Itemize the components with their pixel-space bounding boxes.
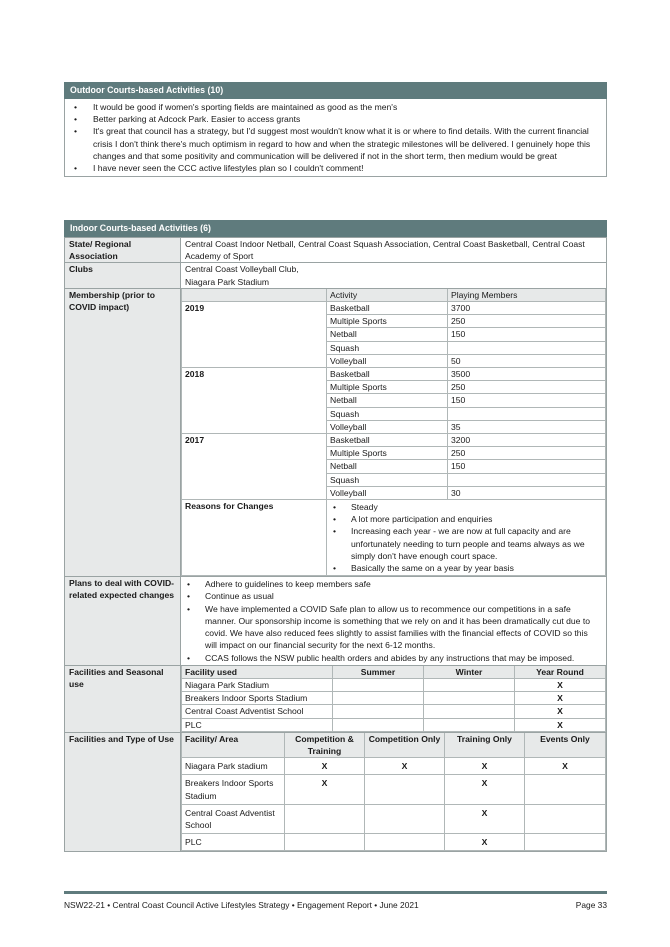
type-cell <box>181 732 607 852</box>
membership-activity: Volleyball <box>327 486 448 499</box>
seasonal-mark <box>424 678 515 691</box>
plan-bullet: • Adhere to guidelines to keep members safe <box>181 578 602 590</box>
seasonal-mark <box>333 678 424 691</box>
indoor-section <box>64 220 607 852</box>
membership-row <box>182 368 606 381</box>
type-mark <box>525 775 606 804</box>
membership-count: 250 <box>448 315 606 328</box>
reason-bullet: • Basically the same on a year by year basis <box>327 562 602 574</box>
membership-count: 150 <box>448 394 606 407</box>
membership-row <box>182 434 606 447</box>
type-mark <box>525 834 606 851</box>
type-label: Facilities and Type of Use <box>65 732 181 852</box>
seasonal-header: Summer <box>333 666 424 679</box>
membership-year: 2019 <box>182 302 327 368</box>
membership-activity: Basketball <box>327 434 448 447</box>
footer-rule <box>64 891 607 894</box>
outdoor-bullet: • Better parking at Adcock Park. Easier to access grants <box>65 113 602 125</box>
membership-year: 2017 <box>182 434 327 500</box>
seasonal-facility: Niagara Park Stadium <box>182 678 333 691</box>
membership-activity: Netball <box>327 328 448 341</box>
type-mark: X <box>445 834 525 851</box>
seasonal-table <box>181 666 606 732</box>
seasonal-header-row <box>182 666 606 679</box>
membership-table <box>181 289 606 576</box>
type-header-row <box>182 733 606 758</box>
state-label: State/ Regional Association <box>65 238 181 263</box>
clubs-label: Clubs <box>65 263 181 288</box>
membership-header-members: Playing Members <box>448 289 606 302</box>
membership-cell <box>181 288 607 576</box>
type-header: Training Only <box>445 733 525 758</box>
type-mark: X <box>365 758 445 775</box>
type-row <box>182 758 606 775</box>
type-header: Competition & Training <box>285 733 365 758</box>
footer-text: NSW22-21 • Central Coast Council Active Lifestyles Strategy • Engagement Report • June 2021 <box>64 900 419 910</box>
club-line: Niagara Park Stadium <box>185 276 270 287</box>
type-mark: X <box>525 758 606 775</box>
reasons-label: Reasons for Changes <box>182 500 327 576</box>
membership-count: 50 <box>448 354 606 367</box>
membership-activity: Netball <box>327 394 448 407</box>
membership-count: 150 <box>448 460 606 473</box>
seasonal-facility: PLC <box>182 718 333 731</box>
membership-row <box>182 302 606 315</box>
seasonal-facility: Breakers Indoor Sports Stadium <box>182 692 333 705</box>
state-value: Central Coast Indoor Netball, Central Coast Squash Association, Central Coast Basketball, Central Coast Academy of Sport <box>181 238 607 263</box>
type-facility: Central Coast Adventist School <box>182 804 285 833</box>
plans-row <box>65 577 607 665</box>
seasonal-label: Facilities and Seasonal use <box>65 665 181 732</box>
seasonal-mark: X <box>515 705 606 718</box>
membership-count: 35 <box>448 420 606 433</box>
membership-header-blank <box>182 289 327 302</box>
outdoor-bullet: • It's great that council has a strategy, but I'd suggest most wouldn't know what it is or where to find details. With the current financial crisis I don't think there's much optimism in regard to how and when the strategic milestones will be delivered. I genuinely hope this changes and that some positivity and communication will be delivered if not in the short term, then medium would be great <box>65 125 602 162</box>
indoor-table <box>64 237 607 852</box>
type-mark <box>365 804 445 833</box>
plans-label: Plans to deal with COVID-related expected changes <box>65 577 181 665</box>
membership-activity: Multiple Sports <box>327 447 448 460</box>
seasonal-mark <box>333 718 424 731</box>
type-mark <box>285 804 365 833</box>
type-mark <box>525 804 606 833</box>
membership-count: 250 <box>448 447 606 460</box>
type-mark: X <box>285 758 365 775</box>
indoor-title: Indoor Courts-based Activities (6) <box>64 220 607 237</box>
state-row <box>65 238 607 263</box>
seasonal-mark <box>333 692 424 705</box>
membership-activity: Multiple Sports <box>327 381 448 394</box>
membership-count: 3200 <box>448 434 606 447</box>
seasonal-row <box>182 678 606 691</box>
plan-bullet: • Continue as usual <box>181 590 602 602</box>
seasonal-facility: Central Coast Adventist School <box>182 705 333 718</box>
membership-count: 30 <box>448 486 606 499</box>
outdoor-bullet: • It would be good if women's sporting fields are maintained as good as the men's <box>65 101 602 113</box>
plans-bullets <box>181 577 602 664</box>
seasonal-header: Winter <box>424 666 515 679</box>
page-number: Page 33 <box>575 900 607 910</box>
type-row <box>182 804 606 833</box>
membership-activity: Basketball <box>327 302 448 315</box>
type-mark <box>365 834 445 851</box>
seasonal-mark <box>424 705 515 718</box>
plans-cell <box>181 577 607 665</box>
seasonal-mark <box>424 692 515 705</box>
footer <box>64 900 607 910</box>
membership-activity: Basketball <box>327 368 448 381</box>
reasons-cell <box>327 500 606 576</box>
membership-count <box>448 407 606 420</box>
type-facility: PLC <box>182 834 285 851</box>
clubs-row <box>65 263 607 288</box>
membership-count: 3500 <box>448 368 606 381</box>
reason-bullet: • Steady <box>327 501 602 513</box>
seasonal-mark <box>333 705 424 718</box>
membership-activity: Squash <box>327 473 448 486</box>
reasons-row <box>182 500 606 576</box>
seasonal-mark: X <box>515 718 606 731</box>
membership-activity: Squash <box>327 407 448 420</box>
membership-activity: Multiple Sports <box>327 315 448 328</box>
type-table <box>181 733 606 852</box>
plan-bullet: • We have implemented a COVID Safe plan to allow us to recommence our competitions in a safe manner. Our sponsorship income is something that we rely on and it has been dramatically cut due to covid. We have also reduced fees slightly to assist families with the financial effects of COVID so this will impact on our financial security for the next 6-12 months. <box>181 603 602 652</box>
seasonal-header: Year Round <box>515 666 606 679</box>
type-facility: Niagara Park stadium <box>182 758 285 775</box>
membership-activity: Volleyball <box>327 420 448 433</box>
type-header: Facility/ Area <box>182 733 285 758</box>
type-row <box>182 775 606 804</box>
type-mark: X <box>285 775 365 804</box>
type-header: Events Only <box>525 733 606 758</box>
seasonal-row <box>182 692 606 705</box>
membership-count <box>448 341 606 354</box>
type-mark: X <box>445 758 525 775</box>
membership-row <box>65 288 607 576</box>
type-mark <box>365 775 445 804</box>
seasonal-cell <box>181 665 607 732</box>
seasonal-row <box>65 665 607 732</box>
membership-header-row <box>182 289 606 302</box>
seasonal-row <box>182 705 606 718</box>
membership-header-activity: Activity <box>327 289 448 302</box>
outdoor-body <box>64 99 607 177</box>
membership-count <box>448 473 606 486</box>
reasons-bullets <box>327 500 602 575</box>
type-header: Competition Only <box>365 733 445 758</box>
seasonal-mark: X <box>515 692 606 705</box>
membership-label: Membership (prior to COVID impact) <box>65 288 181 576</box>
membership-count: 250 <box>448 381 606 394</box>
seasonal-mark <box>424 718 515 731</box>
membership-activity: Volleyball <box>327 354 448 367</box>
type-mark <box>285 834 365 851</box>
seasonal-row <box>182 718 606 731</box>
type-facility: Breakers Indoor Sports Stadium <box>182 775 285 804</box>
clubs-value <box>181 263 607 288</box>
seasonal-mark: X <box>515 678 606 691</box>
type-row <box>65 732 607 852</box>
membership-activity: Squash <box>327 341 448 354</box>
membership-activity: Netball <box>327 460 448 473</box>
type-mark: X <box>445 775 525 804</box>
type-row <box>182 834 606 851</box>
reason-bullet: • Increasing each year - we are now at full capacity and are unfortunately needing to turn people and teams always as we simply don't have enough court space. <box>327 525 602 562</box>
reason-bullet: • A lot more participation and enquiries <box>327 513 602 525</box>
membership-count: 3700 <box>448 302 606 315</box>
outdoor-bullet: • I have never seen the CCC active lifestyles plan so I couldn't comment! <box>65 162 602 174</box>
membership-year: 2018 <box>182 368 327 434</box>
seasonal-header: Facility used <box>182 666 333 679</box>
outdoor-section <box>64 82 607 177</box>
membership-count: 150 <box>448 328 606 341</box>
outdoor-title: Outdoor Courts-based Activities (10) <box>64 82 607 99</box>
club-line: Central Coast Volleyball Club, <box>185 264 299 275</box>
plan-bullet: • CCAS follows the NSW public health orders and abides by any instructions that may be imposed. <box>181 652 602 664</box>
type-mark: X <box>445 804 525 833</box>
outdoor-bullets <box>65 99 606 176</box>
